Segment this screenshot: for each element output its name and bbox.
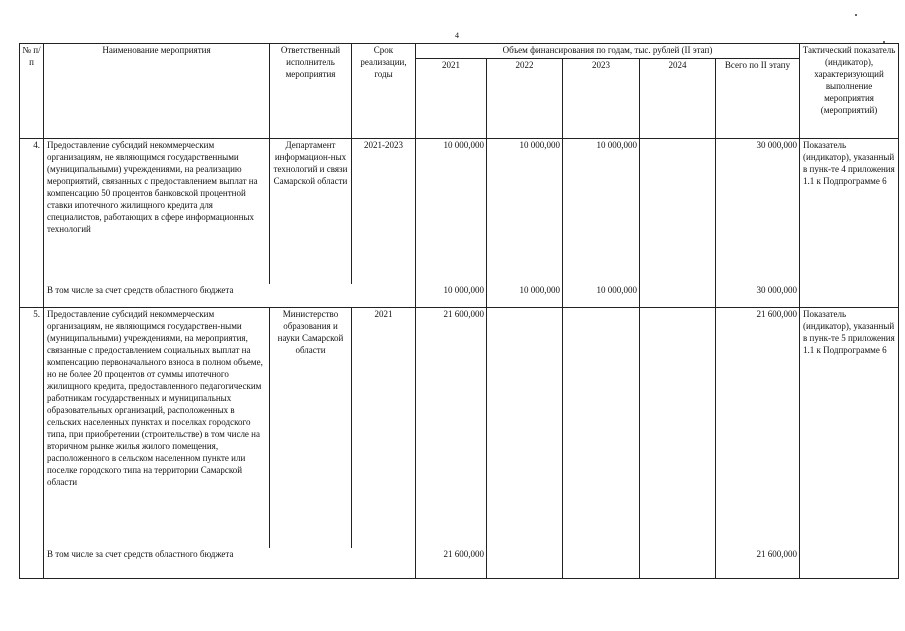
funding-table: [19, 43, 899, 579]
table-subrow: [20, 284, 899, 308]
row-y2024: [640, 139, 716, 285]
subrow-y2021: 21 600,000: [416, 548, 487, 579]
row-name: Предоставление субсидий некоммерческим организациям, не являющимся государствен-ными (муниципальными) учреждениями, на мероприятия, связанные с предоставлением социальных выплат на компенсацию первоначального взноса в полном объеме, но не более 20 процентов от суммы ипотечного жилищного кредита, предоставленного педагогическим работникам государственных и муниципальных образовательных организаций, расположенных в сельских населенных пунктах и поселках городского типа, при приобретении (строительстве) в том числе на вторичном рынке жилья жилого помещения, расположенного в сельском населенном пункте или поселке городского типа на территории Самарской области: [44, 308, 270, 549]
table-row: [20, 139, 899, 285]
row-y2023: [563, 308, 640, 549]
header-funding-group: Объем финансирования по годам, тыс. рублей (II этап): [416, 44, 800, 59]
header-year-2021: 2021: [416, 59, 487, 139]
scan-speck: [883, 41, 885, 43]
table-subrow: [20, 548, 899, 579]
header-year-2024: 2024: [640, 59, 716, 139]
row-y2023: 10 000,000: [563, 139, 640, 285]
row-num: 4.: [20, 139, 44, 285]
header-name: Наименование мероприятия: [44, 44, 270, 139]
subrow-label: В том числе за счет средств областного бюджета: [44, 284, 416, 308]
row-period: 2021-2023: [352, 139, 416, 285]
header-year-2023: 2023: [563, 59, 640, 139]
subrow-y2023: 10 000,000: [563, 284, 640, 308]
row-name: Предоставление субсидий некоммерческим организациям, не являющимся государственными (муниципальными) учреждениями, на реализацию мероприятий, связанных с предоставлением выплат на компенсацию 50 процентов банковской процентной ставки ипотечного жилищного кредита для специалистов, работающих в сфере информационных технологий: [44, 139, 270, 285]
row-y2022: [487, 308, 563, 549]
subrow-y2024: [640, 548, 716, 579]
row-responsible: Департамент информацион-ных технологий и связи Самарской области: [270, 139, 352, 285]
subrow-y2022: 10 000,000: [487, 284, 563, 308]
scan-speck: [855, 14, 857, 16]
page-number: 4: [455, 31, 459, 40]
row-y2021: 21 600,000: [416, 308, 487, 549]
subrow-total: 30 000,000: [716, 284, 800, 308]
row-total: 21 600,000: [716, 308, 800, 549]
header-total: Всего по II этапу: [716, 59, 800, 139]
header-indicator: Тактический показатель (индикатор), характеризующий выполнение мероприятия (мероприятий): [800, 44, 899, 139]
row-period: 2021: [352, 308, 416, 549]
row-y2021: 10 000,000: [416, 139, 487, 285]
row-y2024: [640, 308, 716, 549]
subrow-y2023: [563, 548, 640, 579]
subrow-total: 21 600,000: [716, 548, 800, 579]
row-indicator: Показатель (индикатор), указанный в пунк-те 4 приложения 1.1 к Подпрограмме 6: [800, 139, 899, 285]
row-y2022: 10 000,000: [487, 139, 563, 285]
row-indicator: Показатель (индикатор), указанный в пунк-те 5 приложения 1.1 к Подпрограмме 6: [800, 308, 899, 549]
subrow-y2024: [640, 284, 716, 308]
header-period: Срок реализации, годы: [352, 44, 416, 139]
row-total: 30 000,000: [716, 139, 800, 285]
subrow-y2022: [487, 548, 563, 579]
row-num: 5.: [20, 308, 44, 549]
header-num: № п/п: [20, 44, 44, 139]
header-responsible: Ответственный исполнитель мероприятия: [270, 44, 352, 139]
table-row: [20, 308, 899, 549]
subrow-y2021: 10 000,000: [416, 284, 487, 308]
row-responsible: Министерство образования и науки Самарской области: [270, 308, 352, 549]
header-year-2022: 2022: [487, 59, 563, 139]
subrow-label: В том числе за счет средств областного бюджета: [44, 548, 416, 579]
